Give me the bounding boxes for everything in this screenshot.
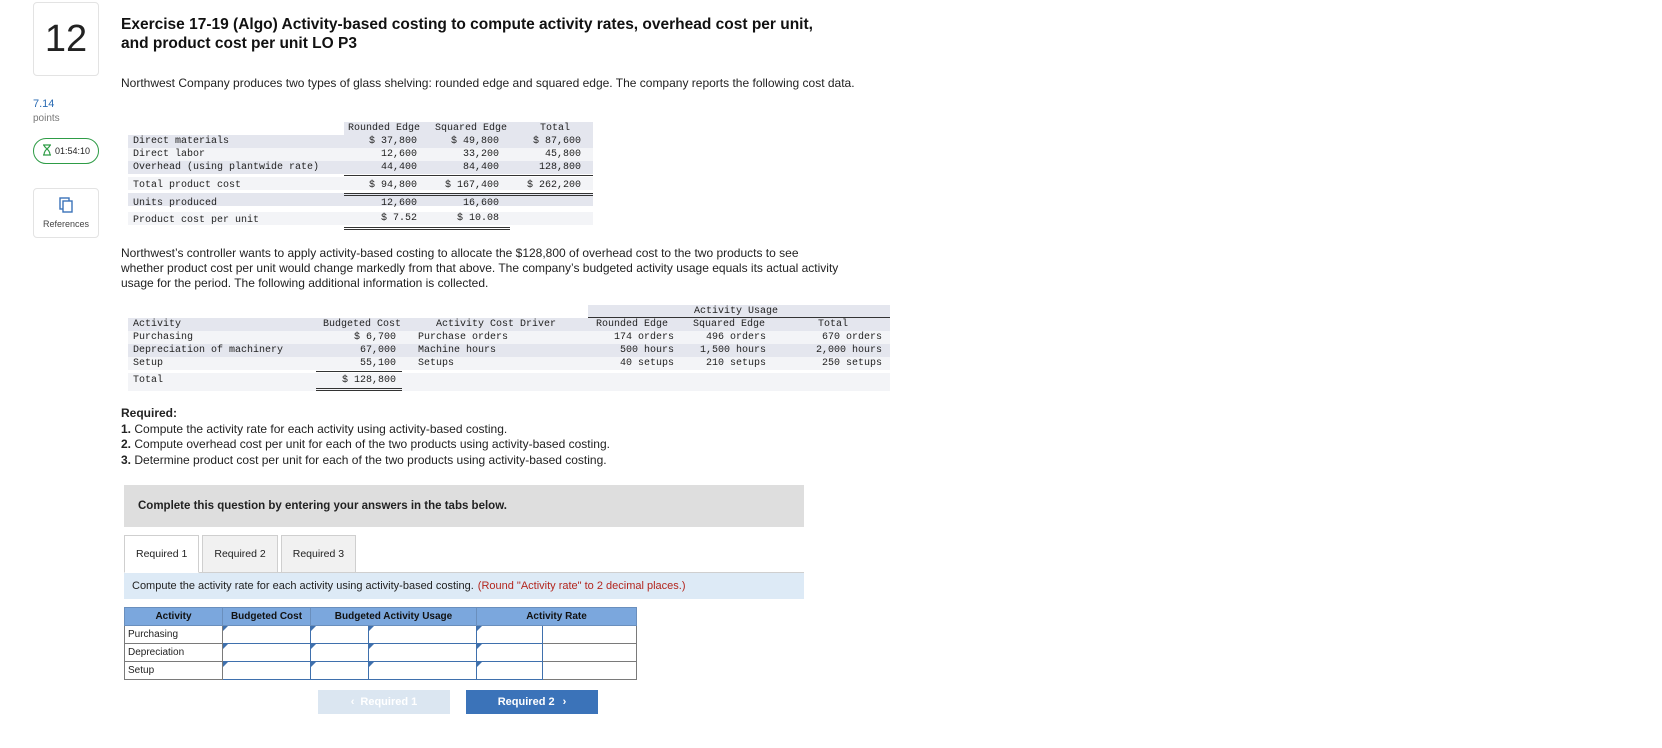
activity-total: 670 orders [821, 332, 882, 343]
grid-header-budgeted-usage: Budgeted Activity Usage [311, 608, 477, 626]
grid-header-budgeted-cost: Budgeted Cost [223, 608, 311, 626]
required-item [121, 422, 610, 438]
controller-paragraph: Northwest’s controller wants to apply activity-based costing to allocate the $128,800 of overhead cost to the two products to see whether product cost per unit would change markedly from that above. The company’s budgeted activity usage equals its actual activity usage for the period. The following additional information is collected. [121, 246, 839, 290]
answer-row-depreciation [125, 644, 637, 662]
grid-header-activity-rate: Activity Rate [477, 608, 637, 626]
activity-rate-unit-cell [543, 626, 637, 644]
cost-value: 128,800 [538, 162, 581, 173]
activity-rate-unit-cell [543, 662, 637, 680]
activity-total-label: Total [133, 375, 164, 386]
required-item-num: 3. [121, 452, 132, 467]
cost-value: $ 94,800 [368, 180, 417, 191]
required-item [121, 453, 610, 469]
required-item-num: 1. [121, 421, 132, 436]
budgeted-cost-input[interactable] [223, 626, 311, 644]
answer-row-purchasing [125, 626, 637, 644]
cost-value: 84,400 [462, 162, 499, 173]
budgeted-cost-input[interactable] [223, 662, 311, 680]
grid-row-label: Depreciation [125, 644, 223, 662]
usage-unit-input[interactable] [369, 626, 477, 644]
cost-value: $ 7.52 [380, 213, 417, 224]
grid-row-label: Purchasing [125, 626, 223, 644]
cost-value: 12,600 [380, 198, 417, 209]
required-item-num: 2. [121, 437, 132, 451]
intro-text: Northwest Company produces two types of glass shelving: rounded edge and squared edge. The company reports the following cost data. [121, 76, 855, 90]
cost-value: $ 87,600 [532, 136, 581, 147]
next-required-button[interactable] [466, 690, 598, 714]
tab-required-2[interactable]: Required 2 [202, 535, 277, 573]
activity-name: Depreciation of machinery [133, 345, 284, 356]
tab-bar [124, 535, 356, 573]
references-icon [59, 197, 73, 215]
cost-value: $ 49,800 [450, 136, 499, 147]
activity-driver: Setups [418, 358, 455, 369]
cost-col-header: Squared Edge [435, 123, 508, 134]
required-section [121, 406, 610, 468]
activity-squared: 210 setups [705, 358, 766, 369]
cost-col-header: Rounded Edge [348, 123, 421, 134]
instruction-text: Compute the activity rate for each activity using activity-based costing. [132, 580, 474, 592]
usage-unit-input[interactable] [369, 644, 477, 662]
cost-col-header: Total [540, 123, 571, 134]
activity-data-table [128, 305, 890, 393]
cost-value: 45,800 [544, 149, 581, 160]
cost-value: 12,600 [380, 149, 417, 160]
cost-value: $ 167,400 [444, 180, 499, 191]
points-value: 7.14 [33, 98, 55, 110]
prev-required-button[interactable] [318, 690, 450, 714]
budgeted-cost-input[interactable] [223, 644, 311, 662]
cost-row-label: Total product cost [133, 180, 242, 191]
references-button[interactable] [33, 188, 99, 238]
cost-value: 33,200 [462, 149, 499, 160]
usage-unit-input[interactable] [369, 662, 477, 680]
activity-rate-input[interactable] [477, 626, 543, 644]
timer[interactable] [33, 138, 99, 164]
cost-row-label: Direct materials [133, 136, 230, 147]
activity-squared: 1,500 hours [699, 345, 766, 356]
chevron-right-icon: › [562, 696, 567, 708]
activity-driver: Machine hours [418, 345, 497, 356]
cost-row-label: Overhead (using plantwide rate) [133, 162, 320, 173]
tab-required-3[interactable]: Required 3 [281, 535, 356, 573]
activity-col-header: Budgeted Cost [323, 319, 402, 330]
activity-col-header: Squared Edge [693, 319, 766, 330]
required-heading: Required: [121, 406, 178, 420]
cost-row-label: Direct labor [133, 149, 206, 160]
cost-data-table [128, 122, 593, 230]
activity-cost: $ 6,700 [353, 332, 396, 343]
cost-row-label: Product cost per unit [133, 215, 260, 226]
activity-cost: 55,100 [359, 358, 396, 369]
cost-value: $ 37,800 [368, 136, 417, 147]
complete-instructions-bar [124, 485, 804, 527]
instruction-bar [124, 573, 804, 599]
chevron-left-icon: ‹ [350, 696, 355, 708]
activity-squared: 496 orders [705, 332, 766, 343]
grid-header-activity: Activity [125, 608, 223, 626]
activity-col-header: Activity Cost Driver [436, 319, 557, 330]
activity-rate-input[interactable] [477, 644, 543, 662]
hourglass-icon [42, 144, 52, 158]
activity-rounded: 174 orders [613, 332, 674, 343]
activity-name: Setup [133, 358, 164, 369]
required-item-text: Compute the activity rate for each activity using activity-based costing. [134, 421, 508, 436]
cost-value: 44,400 [380, 162, 417, 173]
activity-rate-input[interactable] [477, 662, 543, 680]
activity-rate-unit-cell [543, 644, 637, 662]
required-item [121, 437, 610, 453]
answer-grid-header [125, 608, 637, 626]
complete-instructions-text: Complete this question by entering your answers in the tabs below. [138, 500, 507, 512]
activity-col-header: Activity [133, 319, 182, 330]
rounding-note: (Round "Activity rate" to 2 decimal places.) [477, 580, 686, 592]
activity-total: 2,000 hours [815, 345, 882, 356]
activity-cost: 67,000 [359, 345, 396, 356]
cost-value: $ 10.08 [456, 213, 499, 224]
activity-rounded: 40 setups [619, 358, 674, 369]
points-label: points [33, 113, 60, 124]
cost-row-label: Units produced [133, 198, 218, 209]
next-button-label: Required 2 [497, 696, 555, 708]
activity-usage-header: Activity Usage [694, 306, 779, 317]
activity-name: Purchasing [133, 332, 194, 343]
activity-rounded: 500 hours [619, 345, 674, 356]
prev-button-label: Required 1 [360, 696, 418, 708]
activity-total-cost: $ 128,800 [341, 375, 396, 386]
answer-grid [124, 607, 637, 680]
question-title: Exercise 17-19 (Algo) Activity-based costing to compute activity rates, overhead cost per unit, and product cost per unit LO P3 [121, 16, 813, 52]
grid-row-label: Setup [125, 662, 223, 680]
answer-row-setup [125, 662, 637, 680]
cost-value: 16,600 [462, 198, 499, 209]
required-item-text: Compute overhead cost per unit for each of the two products using activity-based costing. [134, 437, 610, 451]
question-number: 12 [33, 2, 99, 76]
required-item-text: Determine product cost per unit for each of the two products using activity-based costing. [134, 452, 607, 467]
cost-value: $ 262,200 [526, 180, 581, 191]
activity-col-header: Rounded Edge [596, 319, 669, 330]
timer-value: 01:54:10 [54, 146, 91, 156]
usage-input[interactable] [311, 644, 369, 662]
usage-input[interactable] [311, 626, 369, 644]
tab-required-1[interactable]: Required 1 [124, 535, 199, 573]
usage-input[interactable] [311, 662, 369, 680]
activity-driver: Purchase orders [418, 332, 509, 343]
references-label: References [42, 219, 90, 229]
activity-col-header: Total [818, 319, 849, 330]
activity-total: 250 setups [821, 358, 882, 369]
